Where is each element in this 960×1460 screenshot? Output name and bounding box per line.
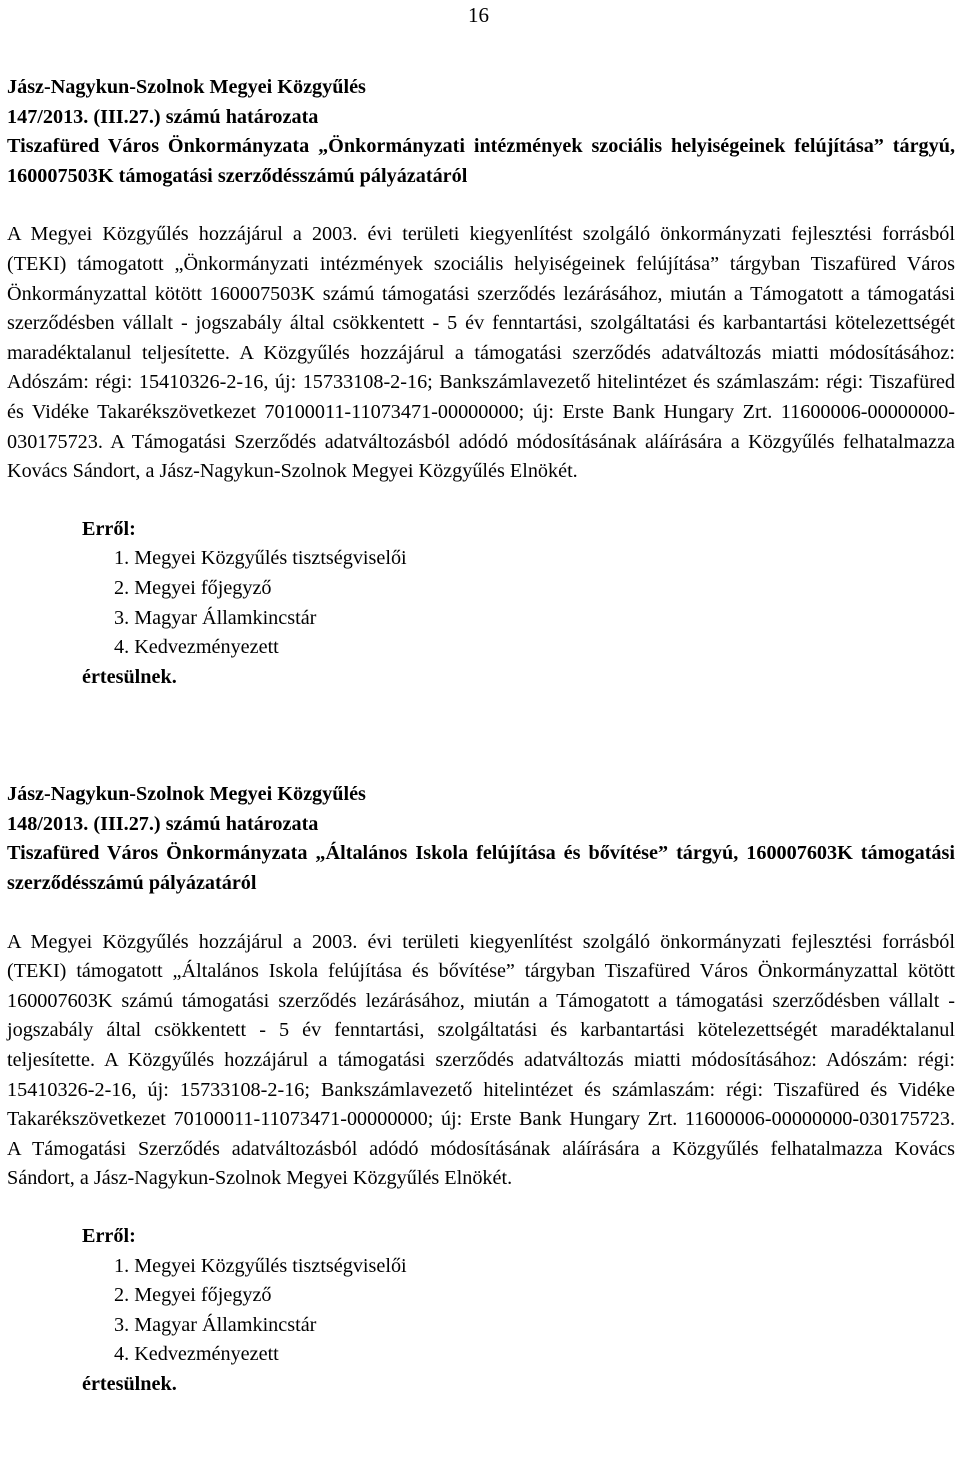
recipient-item: 3. Magyar Államkincstár <box>114 606 317 629</box>
resolution-148 <box>7 780 955 1399</box>
recipients-title: Erről: <box>82 1225 136 1247</box>
resolution-147 <box>7 73 955 692</box>
recipients-list <box>7 1252 955 1370</box>
recipient-item: 4. Kedvezményezett <box>114 636 279 659</box>
document-content <box>7 73 955 1400</box>
notified-label: értesülnek. <box>82 665 177 688</box>
recipient-item: 2. Megyei főjegyző <box>114 576 272 599</box>
recipient-item: 1. Megyei Közgyűlés tisztségviselői <box>114 1254 407 1277</box>
resolution-body: A Megyei Közgyűlés hozzájárul a 2003. évi területi kiegyenlítést szolgáló önkormányzati fejlesztési forrásból (TEKI) támogatott „Általános Iskola felújítása és bővítése” tárgyban Tiszafüred Város Önkormányzattal kötött 160007603K számú támogatási szerződés lezárásához, miután a Támogatott a támogatási szerződésben vállalt - jogszabály által csökkentett - 5 év fenntartási, szolgáltatási és karbantartási kötelezettségét maradéktalanul teljesítette. A Közgyűlés hozzájárul a támogatási szerződés adatváltozás miatti módosításához: Adószám: régi: 15410326-2-16, új: 15733108-2-16; Bankszámlavezető hitelintézet és számlaszám: régi: Tiszafüred és Vidéke Takarékszövetkezet 70100011-11073471-00000000; új: Erste Bank Hungary Zrt. 11600006-00000000-030175723. A Támogatási Szerződés adatváltozásból adódó módosításának aláírására a Közgyűlés felhatalmazza Kovács Sándort, a Jász-Nagykun-Szolnok Megyei Közgyűlés Elnökét. <box>7 930 955 1190</box>
recipients-title: Erről: <box>82 517 136 540</box>
resolution-number: 147/2013. (III.27.) számú határozata <box>7 105 319 128</box>
recipient-item: 1. Megyei Közgyűlés tisztségviselői <box>114 547 407 570</box>
recipients-list <box>7 544 955 662</box>
resolution-authority: Jász-Nagykun-Szolnok Megyei Közgyűlés <box>7 76 366 98</box>
recipient-item: 2. Megyei főjegyző <box>114 1284 272 1307</box>
recipient-item: 4. Kedvezményezett <box>114 1343 279 1366</box>
page-number: 16 <box>468 3 489 27</box>
notified-label: értesülnek. <box>82 1372 177 1395</box>
resolution-body: A Megyei Közgyűlés hozzájárul a 2003. évi területi kiegyenlítést szolgáló önkormányzati fejlesztési forrásból (TEKI) támogatott „Önkormányzati intézmények szociális helyiségeinek felújítása” tárgyban Tiszafüred Város Önkormányzattal kötött 160007503K számú támogatási szerződés lezárásához, miután a Támogatott a támogatási szerződésben vállalt - jogszabály által csökkentett - 5 év fenntartási, szolgáltatási és karbantartási kötelezettségét maradéktalanul teljesítette. A Közgyűlés hozzájárul a támogatási szerződés adatváltozás miatti módosításához: Adószám: régi: 15410326-2-16, új: 15733108-2-16; Bankszámlavezető hitelintézet és számlaszám: régi: Tiszafüred és Vidéke Takarékszövetkezet 70100011-11073471-00000000; új: Erste Bank Hungary Zrt. 11600006-00000000-030175723. A Támogatási Szerződés adatváltozásból adódó módosításának aláírására a Közgyűlés felhatalmazza Kovács Sándort, a Jász-Nagykun-Szolnok Megyei Közgyűlés Elnökét. <box>7 223 955 483</box>
resolution-subject: Tiszafüred Város Önkormányzata „Önkormányzati intézmények szociális helyiségeinek felújítása” tárgyú, 160007503K támogatási szerződésszámú pályázatáról <box>7 135 955 187</box>
resolution-subject: Tiszafüred Város Önkormányzata „Általános Iskola felújítása és bővítése” tárgyú, 160007603K támogatási szerződésszámú pályázatáról <box>7 842 955 895</box>
resolution-number: 148/2013. (III.27.) számú határozata <box>7 812 319 835</box>
section-spacer <box>7 692 955 780</box>
resolution-authority: Jász-Nagykun-Szolnok Megyei Közgyűlés <box>7 783 366 806</box>
recipient-item: 3. Magyar Államkincstár <box>114 1313 317 1336</box>
